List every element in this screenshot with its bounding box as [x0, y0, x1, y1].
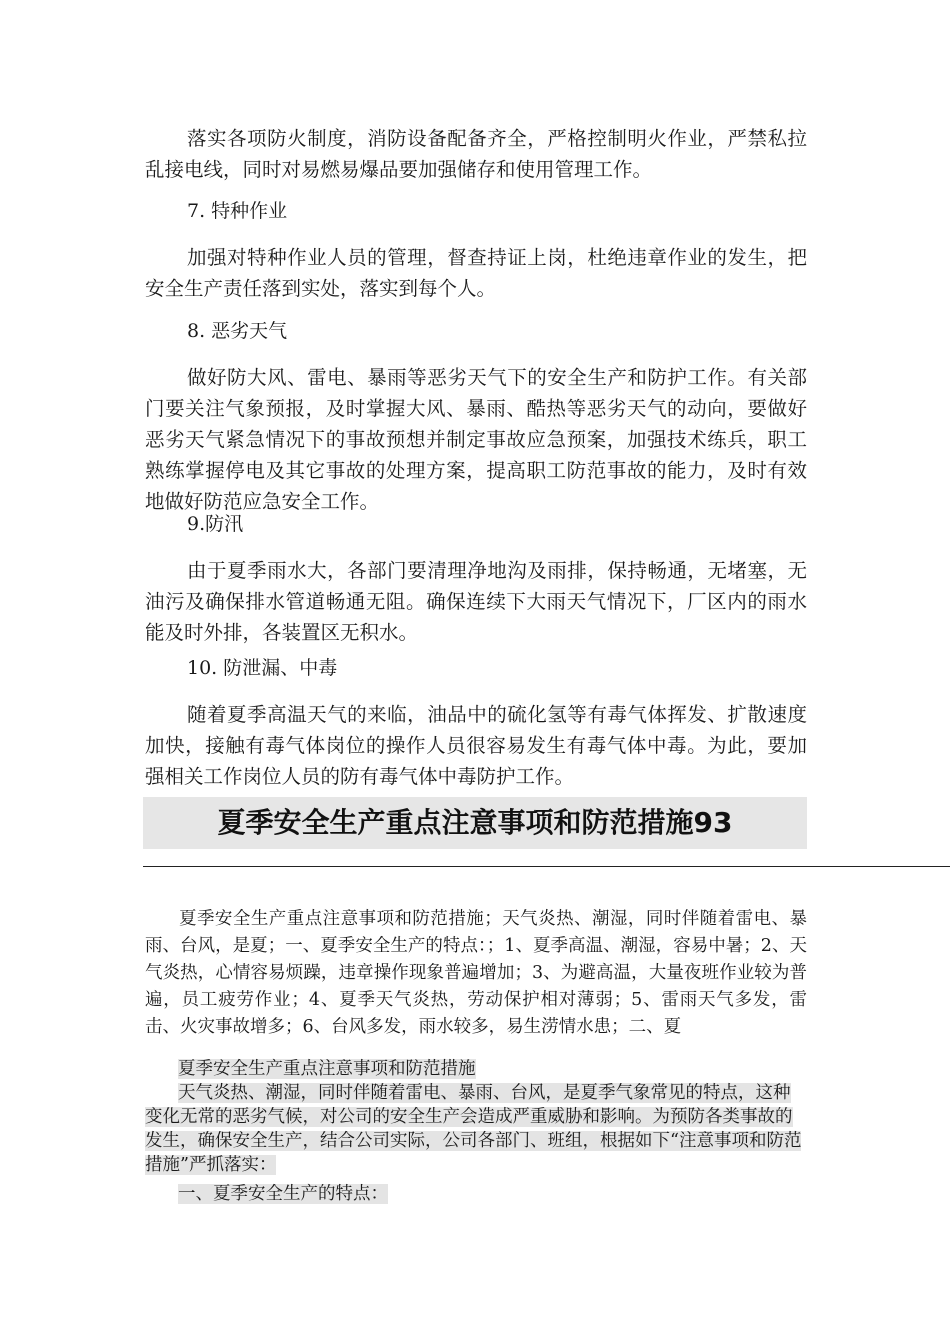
horizontal-divider: [143, 866, 950, 867]
section-heading-text: 夏季安全生产重点注意事项和防范措施: [178, 1059, 476, 1079]
flood-control-paragraph: 由于夏季雨水大，各部门要清理净地沟及雨排，保持畅通，无堵塞，无油污及确保排水管道畅通无阻。确保连续下大雨天气情况下，厂区内的雨水能及时外排，各装置区无积水。: [145, 559, 807, 644]
document-title-banner: 夏季安全生产重点注意事项和防范措施93: [143, 797, 807, 849]
severe-weather-paragraph: 做好防大风、雷电、暴雨等恶劣天气下的安全生产和防护工作。有关部门要关注气象预报，及时掌握大风、暴雨、酷热等恶劣天气的动向，要做好恶劣天气紧急情况下的事故预想并制定事故应急预案，加强技术练兵，职工熟练掌握停电及其它事故的处理方案，提高职工防范事故的能力，及时有效地做好防范应急安全工作。: [145, 366, 807, 513]
heading-flood-control: 9.防汛: [187, 513, 244, 535]
subheading-characteristics: [178, 1182, 388, 1206]
intro-paragraph-text: 天气炎热、潮湿，同时伴随着雷电、暴雨、台风，是夏季气象常见的特点，这种变化无常的恶劣气候，对公司的安全生产会造成严重威胁和影响。为预防各类事故的发生，确保安全生产，结合公司实际，公司各部门、班组，根据如下“注意事项和防范措施”严抓落实：: [145, 1083, 802, 1175]
fire-prevention-paragraph: 落实各项防火制度，消防设备配备齐全，严格控制明火作业，严禁私拉乱接电线，同时对易燃易爆品要加强储存和使用管理工作。: [145, 127, 807, 181]
section-heading: [178, 1057, 476, 1081]
summary-paragraph: 夏季安全生产重点注意事项和防范措施；天气炎热、潮湿，同时伴随着雷电、暴雨、台风，是夏；一、夏季安全生产的特点：；1、夏季高温、潮湿，容易中暑；2、天气炎热，心情容易烦躁，违章操作现象普遍增加；3、为避高温，大量夜班作业较为普遍，员工疲劳作业；4、夏季天气炎热，劳动保护相对薄弱；5、雷雨天气多发，雷击、火灾事故增多；6、台风多发，雨水较多，易生涝情水患；二、夏: [145, 909, 807, 1037]
special-operations-paragraph: 加强对特种作业人员的管理，督查持证上岗，杜绝违章作业的发生，把安全生产责任落到实处，落实到每个人。: [145, 246, 807, 300]
subheading-characteristics-text: 一、夏季安全生产的特点：: [178, 1184, 388, 1204]
heading-leak-poisoning: 10. 防泄漏、中毒: [187, 657, 338, 679]
intro-paragraph: [145, 1081, 807, 1177]
heading-severe-weather: 8. 恶劣天气: [187, 320, 288, 342]
leak-poisoning-paragraph: 随着夏季高温天气的来临，油品中的硫化氢等有毒气体挥发、扩散速度加快，接触有毒气体岗位的操作人员很容易发生有毒气体中毒。为此，要加强相关工作岗位人员的防有毒气体中毒防护工作。: [145, 703, 807, 788]
heading-special-operations: 7. 特种作业: [187, 200, 288, 222]
